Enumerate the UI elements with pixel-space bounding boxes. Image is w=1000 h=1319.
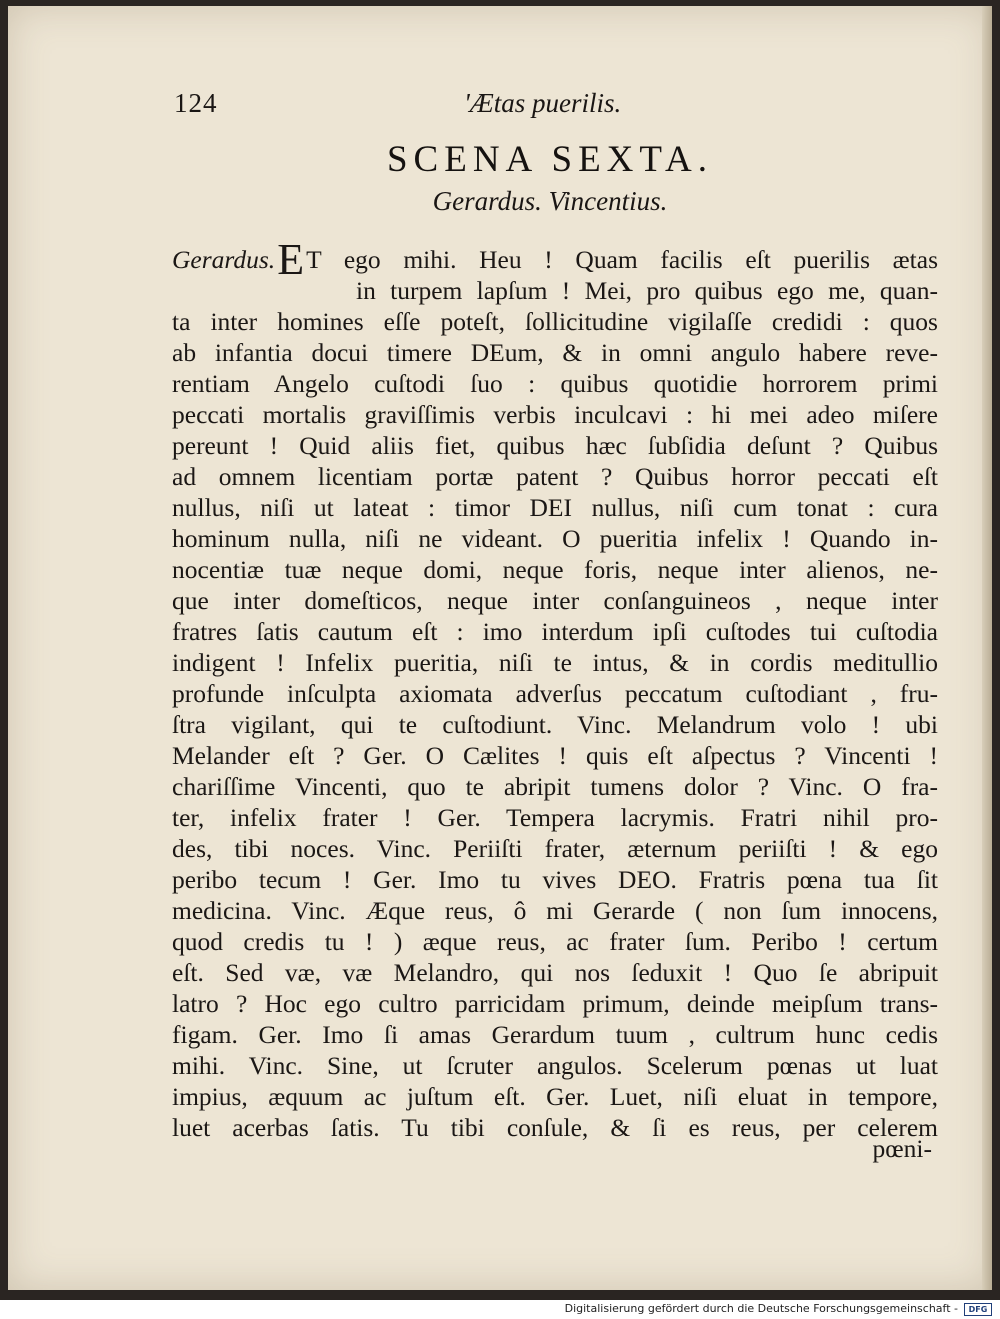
text-line: des, tibi noces. Vinc. Periiſti frater, æternum periiſti ! & ego	[172, 834, 938, 863]
text-line: que inter domeſticos, neque inter conſanguineos , neque inter	[172, 586, 938, 615]
text-line: indigent ! Infelix pueritia, niſi te intus, & in cordis meditullio	[172, 648, 938, 677]
page-number: 124	[174, 88, 218, 118]
text-line-content: T ego mihi. Heu ! Quam facilis eſt puerilis ætas	[306, 245, 938, 274]
text-line: mihi. Vinc. Sine, ut ſcruter angulos. Scelerum pœnas ut luat	[172, 1051, 938, 1080]
funding-credit: Digitalisierung gefördert durch die Deutsche Forschungsgemeinschaft -	[564, 1302, 958, 1315]
scene-title: SCENA SEXTA.	[386, 139, 713, 180]
text-line: medicina. Vinc. Æque reus, ô mi Gerarde ( non ſum innocens,	[172, 896, 938, 925]
text-line: nocentiæ tuæ neque domi, neque foris, neque inter alienos, ne-	[172, 555, 938, 584]
text-line: latro ? Hoc ego cultro parricidam primum, deinde meipſum trans-	[172, 989, 938, 1018]
text-line: chariſſime Vincenti, quo te abripit tumens dolor ? Vinc. O fra-	[172, 772, 938, 801]
text-line: ad omnem licentiam portæ patent ? Quibus horror peccati eſt	[172, 462, 938, 491]
text-line: ab infantia docui timere DEum, & in omni angulo habere reve-	[172, 338, 938, 367]
catchword: pœni-	[872, 1134, 932, 1163]
text-line: ter, infelix frater ! Ger. Tempera lacrymis. Fratri nihil pro-	[172, 803, 938, 832]
text-line: quod credis tu ! ) æque reus, ac frater ſum. Peribo ! certum	[172, 927, 938, 956]
scene-speakers: Gerardus. Vincentius.	[432, 186, 668, 216]
page-edge	[982, 6, 992, 1290]
text-line: nullus, niſi ut lateat : timor DEI nullus, niſi cum tonat : cura	[172, 493, 938, 522]
text-line: impius, æquum ac juſtum eſt. Ger. Luet, niſi eluat in tempore,	[172, 1082, 938, 1111]
body-text	[172, 235, 938, 1143]
drop-cap: E	[277, 235, 305, 284]
footer-bar	[0, 1300, 1000, 1319]
text-line: peccati mortalis graviſſimis verbis inculcavi : hi mei adeo miſere	[172, 400, 938, 429]
text-line: in turpem lapſum ! Mei, pro quibus ego me, quan-	[356, 276, 938, 305]
text-line: fratres ſatis cautum eſt : imo interdum ipſi cuſtodes tui cuſtodia	[172, 617, 938, 646]
text-line: hominum nulla, niſi ne videant. O pueritia infelix ! Quando in-	[172, 524, 938, 553]
running-title: 'Ætas puerilis.	[464, 88, 622, 118]
text-line: Melander eſt ? Ger. O Cælites ! quis eſt aſpectus ? Vincenti !	[172, 741, 938, 770]
first-speaker: Gerardus.	[172, 245, 276, 274]
text-line: ſtra vigilant, qui te cuſtodiunt. Vinc. Melandrum volo ! ubi	[172, 710, 938, 739]
text-line	[172, 235, 938, 284]
text-line: eſt. Sed væ, væ Melandro, qui nos ſeduxit ! Quo ſe abripuit	[172, 958, 938, 987]
text-line: pereunt ! Quid aliis fiet, quibus hæc ſubſidia deſunt ? Quibus	[172, 431, 938, 460]
text-line: rentiam Angelo cuſtodi ſuo : quibus quotidie horrorem primi	[172, 369, 938, 398]
text-line: figam. Ger. Imo ſi amas Gerardum tuum , cultrum hunc cedis	[172, 1020, 938, 1049]
dfg-logo-icon: DFG	[964, 1303, 992, 1316]
running-head	[174, 84, 954, 124]
text-line: ta inter homines eſſe poteſt, ſollicitudine vigilaſſe credidi : quos	[172, 307, 938, 336]
text-line: profunde inſculpta axiomata adverſus peccatum cuſtodiant , fru-	[172, 679, 938, 708]
text-line: luet acerbas ſatis. Tu tibi conſule, & ſi es reus, per celerem	[172, 1113, 938, 1142]
text-line: peribo tecum ! Ger. Imo tu vives DEO. Fratris pœna tua ſit	[172, 865, 938, 894]
